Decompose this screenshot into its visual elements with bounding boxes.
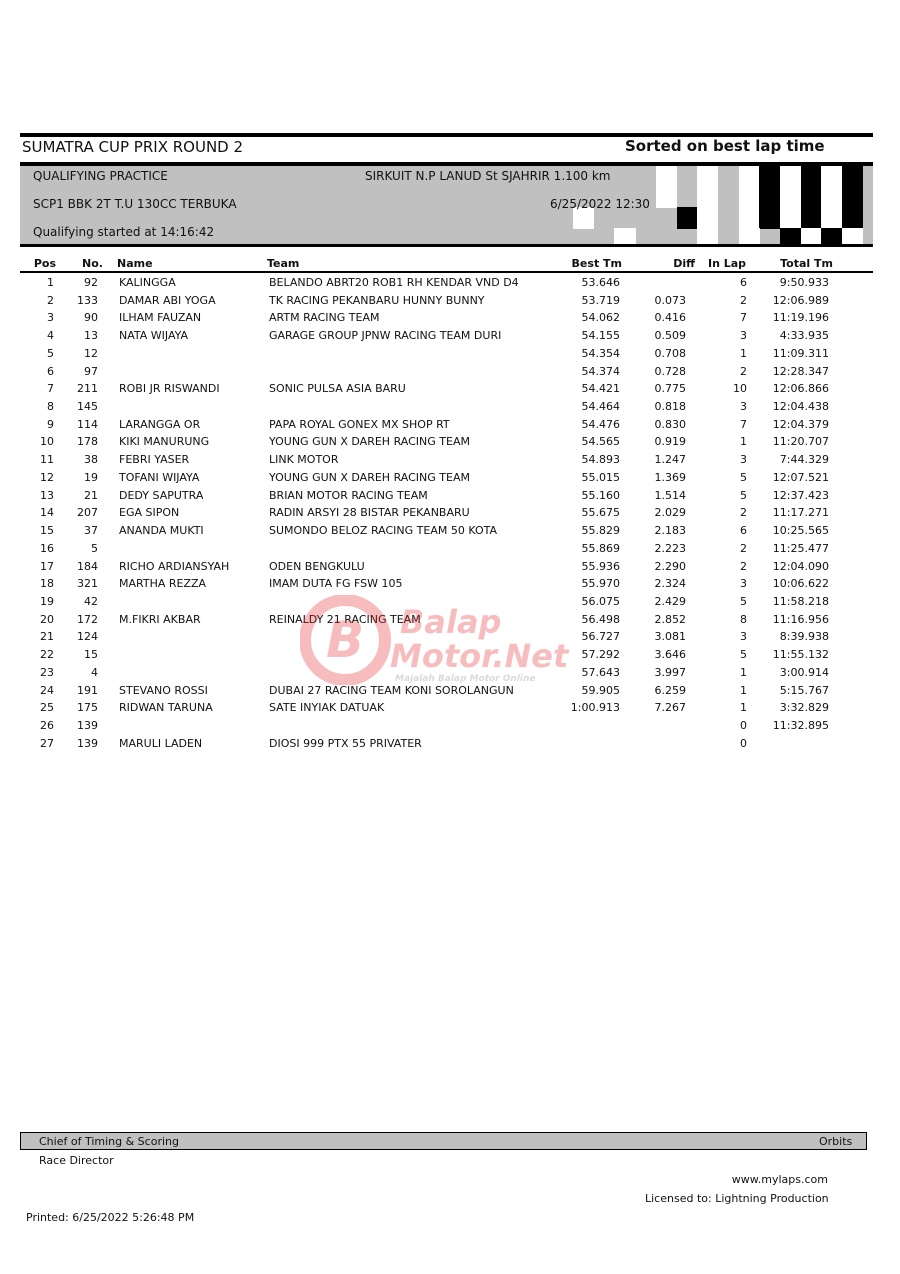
cell-best: 55.675 [581,506,620,520]
cell-pos: 9 [47,417,54,431]
svg-text:Majalah Balap Motor Online: Majalah Balap Motor Online [395,674,536,684]
cell-best: 54.476 [581,417,620,431]
cell-name: M.FIKRI AKBAR [119,612,201,626]
cell-best: 54.565 [581,435,620,449]
col-no: No. [82,257,103,270]
table-row [0,506,900,524]
cell-pos: 25 [40,701,54,715]
col-pos: Pos [33,257,56,270]
cell-best: 55.936 [581,559,620,573]
cell-diff: 3.081 [654,630,686,644]
table-row [0,294,900,312]
website-link[interactable]: www.mylaps.com [731,1173,828,1186]
cell-name: ILHAM FAUZAN [119,311,202,325]
cell-diff: 0.728 [654,364,686,378]
cell-diff: 1.247 [654,453,686,467]
table-row [0,524,900,542]
cell-diff: 2.223 [654,541,686,555]
cell-total: 11:32.895 [772,719,829,732]
cell-name: ANANDA MUKTI [119,524,204,538]
cell-no: 191 [77,683,98,697]
cell-best: 54.421 [581,382,620,396]
cell-total: 3:00.914 [779,665,829,679]
checker-square [801,187,822,208]
checker-square [677,207,698,228]
checker-square [801,166,822,187]
circuit-name: SIRKUIT N.P LANUD St SJAHRIR 1.100 km [365,169,611,183]
checker-square [759,207,780,228]
table-row [0,311,900,329]
table-row [0,365,900,383]
checker-square [697,166,718,187]
cell-total: 11:55.132 [772,648,829,662]
cell-name: DEDY SAPUTRA [119,488,204,502]
table-row [0,577,900,595]
cell-inlap: 2 [740,506,747,520]
cell-inlap: 6 [740,276,747,289]
cell-no: 38 [84,453,98,467]
cell-pos: 19 [40,594,54,608]
cell-total: 11:16.956 [772,612,829,626]
col-inlap: In Lap [708,257,747,270]
cell-no: 97 [84,364,98,378]
cell-total: 12:04.438 [772,400,829,414]
cell-name: ROBI JR RISWANDI [119,382,220,396]
col-name: Name [117,257,153,270]
cell-inlap: 3 [740,453,747,467]
cell-total: 11:25.477 [772,541,829,555]
checker-square [821,228,842,244]
cell-team: ARTM RACING TEAM [269,311,380,325]
checker-square [821,207,842,228]
cell-pos: 7 [47,382,54,396]
cell-name: KIKI MANURUNG [119,435,210,449]
table-row [0,648,900,666]
cell-no: 4 [91,665,98,679]
cell-team: DIOSI 999 PTX 55 PRIVATER [269,736,422,750]
table-row [0,453,900,471]
checker-square [842,166,863,187]
cell-inlap: 0 [740,736,747,750]
checker-square [739,228,760,244]
cell-total: 3:32.829 [779,701,829,715]
cell-diff: 2.290 [654,559,686,573]
table-row [0,471,900,489]
cell-best: 55.829 [581,524,620,538]
cell-no: 175 [77,701,98,715]
cell-best: 53.646 [581,276,620,289]
cell-inlap: 3 [740,630,747,644]
table-row [0,435,900,453]
cell-pos: 6 [47,364,54,378]
cell-no: 172 [77,612,98,626]
cell-no: 5 [91,541,98,555]
table-row [0,737,900,755]
cell-name: RICHO ARDIANSYAH [119,559,230,573]
cell-total: 11:20.707 [772,435,829,449]
cell-best: 57.643 [581,665,620,679]
printed-timestamp: Printed: 6/25/2022 5:26:48 PM [26,1211,195,1224]
cell-total: 10:06.622 [772,577,829,591]
cell-no: 184 [77,559,98,573]
checker-square [801,228,822,244]
cell-total: 11:17.271 [772,506,829,520]
cell-name: FEBRI YASER [119,453,190,467]
col-diff: Diff [673,257,695,270]
cell-team: REINALDY 21 RACING TEAM [269,612,421,626]
cell-inlap: 0 [740,719,747,732]
cell-pos: 4 [47,329,54,343]
cell-best: 57.292 [581,648,620,662]
cell-diff: 6.259 [654,683,686,697]
cell-best: 54.354 [581,346,620,360]
cell-inlap: 1 [740,346,747,360]
cell-pos: 12 [40,470,54,484]
cell-no: 42 [84,594,98,608]
cell-name: MARULI LADEN [119,736,203,750]
cell-team: SUMONDO BELOZ RACING TEAM 50 KOTA [269,524,497,538]
cell-inlap: 2 [740,364,747,378]
cell-total: 12:06.989 [772,293,829,307]
cell-best: 54.155 [581,329,620,343]
session-name: QUALIFYING PRACTICE [33,169,168,183]
race-director-label: Race Director [39,1154,114,1167]
cell-diff: 0.830 [654,417,686,431]
cell-team: PAPA ROYAL GONEX MX SHOP RT [269,417,450,431]
cell-no: 178 [77,435,98,449]
cell-no: 114 [77,417,98,431]
cell-no: 90 [84,311,98,325]
checker-square [759,187,780,208]
col-best: Best Tm [571,257,622,270]
checker-square [656,187,677,208]
cell-diff: 0.509 [654,329,686,343]
cell-name: STEVANO ROSSI [119,683,208,697]
cell-inlap: 2 [740,293,747,307]
cell-total: 9:50.933 [779,276,829,289]
cell-team: LINK MOTOR [269,453,339,467]
checker-square [780,166,801,187]
cell-team: IMAM DUTA FG FSW 105 [269,577,403,591]
cell-pos: 2 [47,293,54,307]
checker-square [656,166,677,187]
cell-pos: 5 [47,346,54,360]
col-team: Team [267,257,300,270]
table-row [0,666,900,684]
cell-diff: 1.369 [654,470,686,484]
cell-diff: 1.514 [654,488,686,502]
cell-no: 19 [84,470,98,484]
table-row [0,630,900,648]
checker-square [697,187,718,208]
cell-diff: 0.416 [654,311,686,325]
cell-no: 12 [84,346,98,360]
cell-team: YOUNG GUN X DAREH RACING TEAM [269,435,470,449]
table-row [0,347,900,365]
cell-no: 124 [77,630,98,644]
cell-inlap: 8 [740,612,747,626]
cell-team: BRIAN MOTOR RACING TEAM [269,488,428,502]
cell-best: 54.374 [581,364,620,378]
cell-name: DAMAR ABI YOGA [119,293,216,307]
cell-best: 55.160 [581,488,620,502]
checker-square [739,166,760,187]
cell-name: KALINGGA [119,276,176,289]
cell-total: 7:44.329 [779,453,829,467]
cell-diff: 7.267 [654,701,686,715]
checker-square [697,207,718,228]
cell-inlap: 3 [740,577,747,591]
cell-name: TOFANI WIJAYA [119,470,200,484]
sort-note: Sorted on best lap time [625,137,825,155]
cell-total: 12:04.090 [772,559,829,573]
cell-inlap: 10 [733,382,747,396]
cell-pos: 17 [40,559,54,573]
license-text: Licensed to: Lightning Production [645,1192,829,1205]
table-row [0,684,900,702]
checker-square [821,166,842,187]
checker-square [801,207,822,228]
cell-inlap: 5 [740,648,747,662]
table-row [0,418,900,436]
cell-pos: 14 [40,506,54,520]
session-datetime: 6/25/2022 12:30 [550,197,650,211]
cell-best: 55.970 [581,577,620,591]
cell-inlap: 5 [740,470,747,484]
table-row [0,560,900,578]
svg-text:B: B [325,611,365,669]
table-row [0,719,900,737]
cell-total: 8:39.938 [779,630,829,644]
cell-name: RIDWAN TARUNA [119,701,213,715]
checker-square [842,228,863,244]
cell-inlap: 5 [740,594,747,608]
cell-no: 21 [84,488,98,502]
cell-no: 207 [77,506,98,520]
cell-no: 321 [77,577,98,591]
cell-inlap: 3 [740,329,747,343]
cell-pos: 8 [47,400,54,414]
cell-pos: 18 [40,577,54,591]
cell-best: 54.062 [581,311,620,325]
cell-inlap: 2 [740,541,747,555]
cell-best: 1:00.913 [570,701,620,715]
cell-team: ODEN BENGKULU [269,559,365,573]
cell-no: 92 [84,276,98,289]
svg-text:Balap: Balap [400,603,502,641]
cell-best: 56.498 [581,612,620,626]
cell-no: 15 [84,648,98,662]
cell-total: 12:04.379 [772,417,829,431]
cell-total: 11:58.218 [772,594,829,608]
cell-name: LARANGGA OR [119,417,201,431]
cell-best: 53.719 [581,293,620,307]
cell-pos: 16 [40,541,54,555]
event-title: SUMATRA CUP PRIX ROUND 2 [22,138,244,156]
cell-pos: 24 [40,683,54,697]
cell-pos: 15 [40,524,54,538]
cell-total: 4:33.935 [779,329,829,343]
cell-team: GARAGE GROUP JPNW RACING TEAM DURI [269,329,502,343]
cell-diff: 3.997 [654,665,686,679]
cell-diff: 0.818 [654,400,686,414]
cell-total: 11:19.196 [772,311,829,325]
cell-pos: 3 [47,311,54,325]
table-row [0,701,900,719]
cell-name: EGA SIPON [119,506,180,520]
cell-diff: 2.183 [654,524,686,538]
cell-pos: 13 [40,488,54,502]
cell-pos: 22 [40,648,54,662]
checker-square [614,228,635,244]
cell-inlap: 1 [740,435,747,449]
cell-total: 12:28.347 [772,364,829,378]
cell-team: DUBAI 27 RACING TEAM KONI SOROLANGUN [269,683,514,697]
cell-diff: 0.919 [654,435,686,449]
cell-team: BELANDO ABRT20 ROB1 RH KENDAR VND D4 [269,276,519,289]
cell-team: TK RACING PEKANBARU HUNNY BUNNY [269,293,485,307]
cell-best: 54.464 [581,400,620,414]
cell-inlap: 1 [740,665,747,679]
checker-square [780,228,801,244]
checker-square [842,187,863,208]
cell-no: 13 [84,329,98,343]
cell-diff: 2.429 [654,594,686,608]
table-row [0,329,900,347]
checker-square [739,187,760,208]
cell-name: MARTHA REZZA [119,577,207,591]
cell-no: 145 [77,400,98,414]
table-row [0,400,900,418]
checker-square [780,207,801,228]
cell-best: 55.015 [581,470,620,484]
cell-inlap: 2 [740,559,747,573]
cell-best: 56.727 [581,630,620,644]
cell-diff: 0.708 [654,346,686,360]
cell-diff: 0.775 [654,382,686,396]
table-row [0,542,900,560]
cell-pos: 26 [40,719,54,732]
cell-total: 11:09.311 [772,346,829,360]
cell-pos: 27 [40,736,54,750]
checker-square [821,187,842,208]
cell-no: 139 [77,719,98,732]
checker-square [759,166,780,187]
cell-no: 139 [77,736,98,750]
header-divider [20,271,873,273]
cell-name: NATA WIJAYA [119,329,189,343]
cell-team: SATE INYIAK DATUAK [269,701,385,715]
checker-square [842,207,863,228]
cell-diff: 2.324 [654,577,686,591]
cell-no: 211 [77,382,98,396]
cell-no: 37 [84,524,98,538]
cell-diff: 3.646 [654,648,686,662]
cell-total: 12:06.866 [772,382,829,396]
class-name: SCP1 BBK 2T T.U 130CC TERBUKA [33,197,237,211]
cell-total: 12:07.521 [772,470,829,484]
cell-pos: 21 [40,630,54,644]
cell-team: RADIN ARSYI 28 BISTAR PEKANBARU [269,506,470,520]
cell-inlap: 1 [740,683,747,697]
cell-best: 59.905 [581,683,620,697]
cell-inlap: 7 [740,311,747,325]
col-total: Total Tm [780,257,833,270]
cell-pos: 20 [40,612,54,626]
checker-square [697,228,718,244]
cell-inlap: 7 [740,417,747,431]
cell-inlap: 1 [740,701,747,715]
cell-best: 56.075 [581,594,620,608]
cell-pos: 23 [40,665,54,679]
cell-total: 5:15.767 [779,683,829,697]
cell-no: 133 [77,293,98,307]
cell-diff: 2.852 [654,612,686,626]
cell-best: 54.893 [581,453,620,467]
orbits-label: Orbits [819,1135,853,1148]
cell-total: 12:37.423 [772,488,829,502]
cell-diff: 0.073 [654,293,686,307]
cell-pos: 1 [47,276,54,289]
cell-team: SONIC PULSA ASIA BARU [269,382,406,396]
cell-inlap: 6 [740,524,747,538]
session-start: Qualifying started at 14:16:42 [33,225,215,239]
table-row [0,276,900,294]
table-row [0,489,900,507]
checker-square [780,187,801,208]
cell-inlap: 3 [740,400,747,414]
table-row [0,595,900,613]
checker-square [739,207,760,228]
cell-team: YOUNG GUN X DAREH RACING TEAM [269,470,470,484]
table-row [0,382,900,400]
cell-total: 10:25.565 [772,524,829,538]
table-row [0,613,900,631]
cell-inlap: 5 [740,488,747,502]
cell-best: 55.869 [581,541,620,555]
cell-pos: 11 [40,453,54,467]
chief-timing-label: Chief of Timing & Scoring [39,1135,179,1148]
cell-diff: 2.029 [654,506,686,520]
cell-pos: 10 [40,435,54,449]
svg-text:Motor.Net: Motor.Net [390,637,569,675]
